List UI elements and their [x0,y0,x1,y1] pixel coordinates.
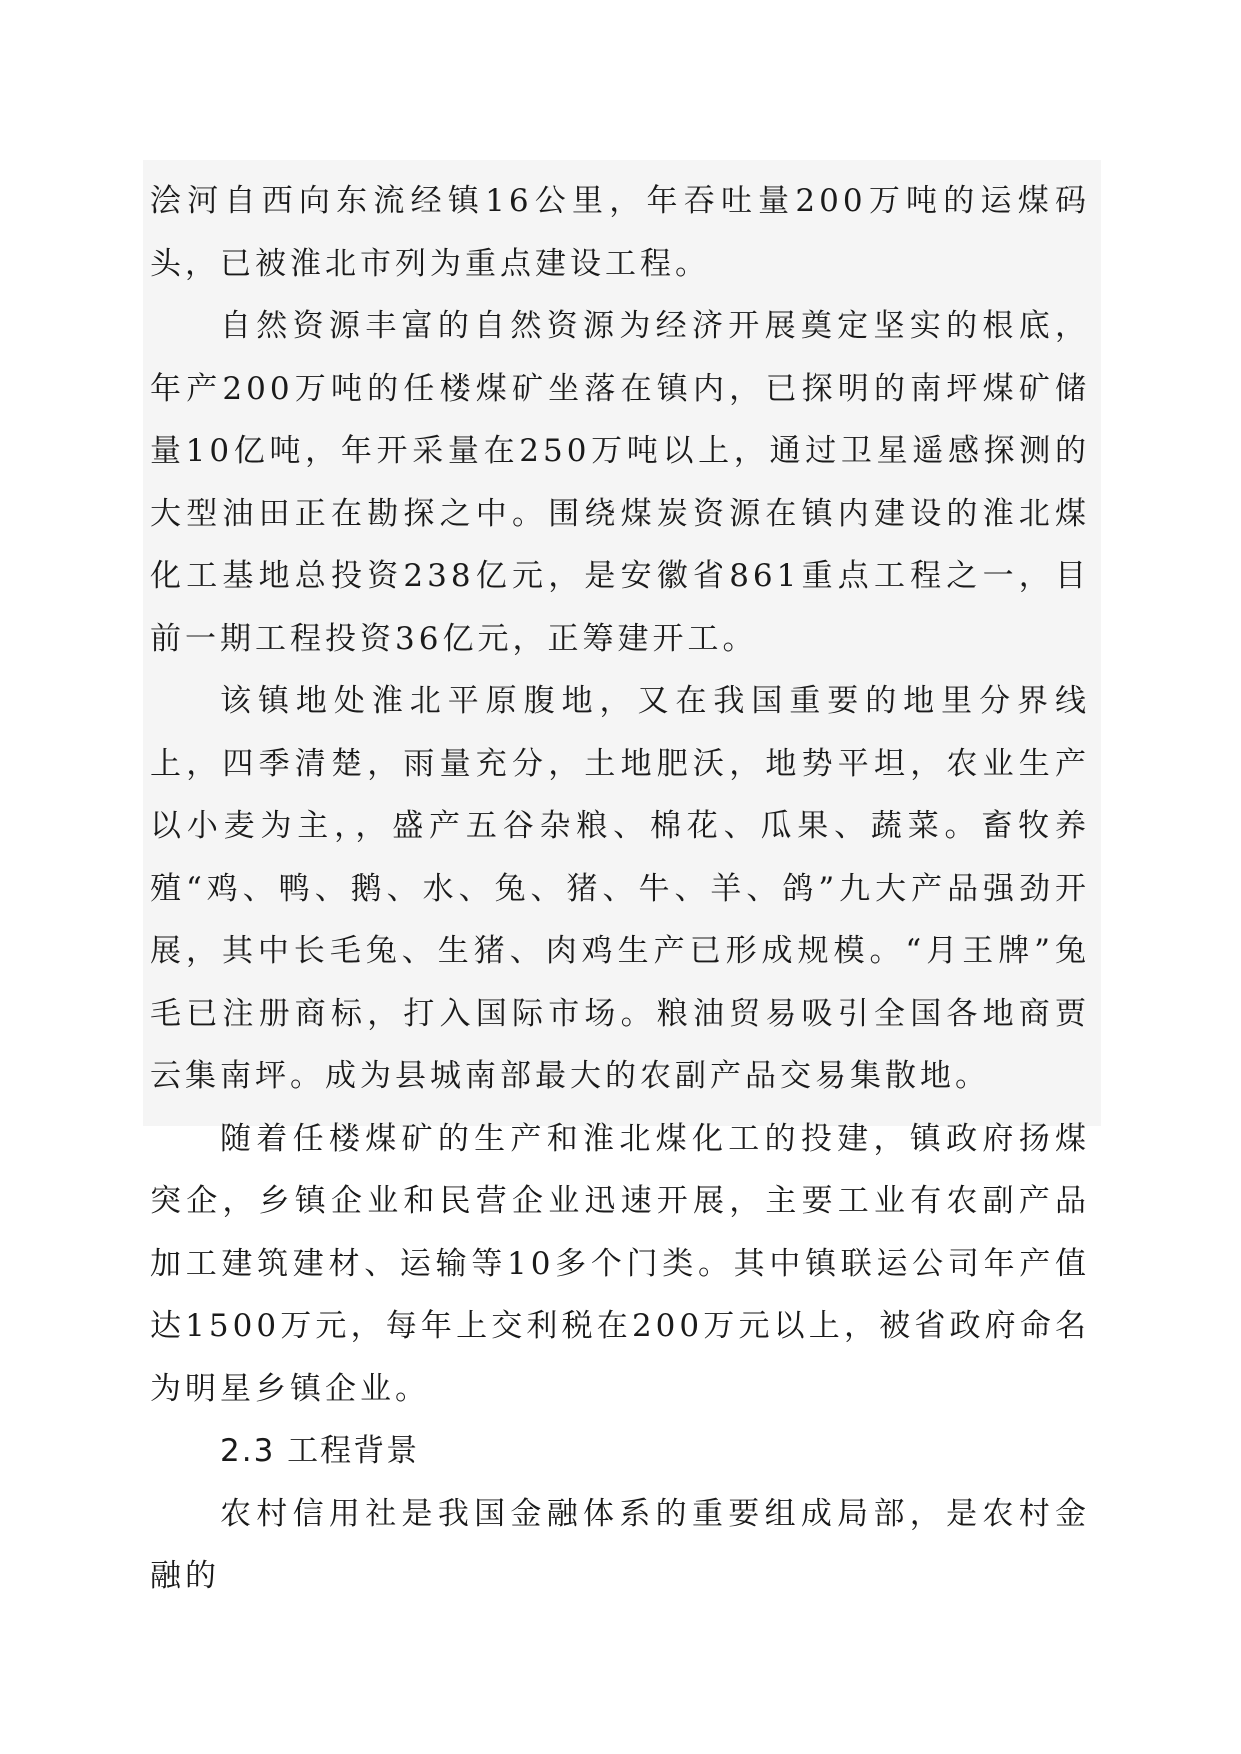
paragraph-natural-resources: 自然资源丰富的自然资源为经济开展奠定坚实的根底，年产200万吨的任楼煤矿坐落在镇内，已探明的南坪煤矿储量10亿吨，年开采量在250万吨以上，通过卫星遥感探测的大型油田正在勘探之中。围绕煤炭资源在镇内建设的淮北煤化工基地总投资238亿元，是安徽省861重点工程之一，目前一期工程投资36亿元，正筹建开工。 [150,308,1090,657]
document-body [150,170,1090,1608]
paragraph-industry: 随着任楼煤矿的生产和淮北煤化工的投建，镇政府扬煤突企，乡镇企业和民营企业迅速开展，主要工业有农副产品加工建筑建材、运输等10多个门类。其中镇联运公司年产值达1500万元，每年上交利税在200万元以上，被省政府命名为明星乡镇企业。 [150,1120,1090,1407]
paragraph-wuhe-river: 浍河自西向东流经镇16公里，年吞吐量200万吨的运煤码头，已被淮北市列为重点建设工程。 [150,183,1090,282]
section-heading: 2.3 工程背景 [220,1433,420,1469]
paragraph-agriculture: 该镇地处淮北平原腹地，又在我国重要的地里分界线上，四季清楚，雨量充分，土地肥沃，地势平坦，农业生产以小麦为主，，盛产五谷杂粮、棉花、瓜果、蔬菜。畜牧养殖“鸡、鸭、鹅、水、兔、猪、牛、羊、鸽”九大产品强劲开展，其中长毛兔、生猪、肉鸡生产已形成规模。“月王牌”兔毛已注册商标，打入国际市场。粮油贸易吸引全国各地商贾云集南坪。成为县城南部最大的农副产品交易集散地。 [150,683,1090,1094]
paragraph-credit-cooperative: 农村信用社是我国金融体系的重要组成局部，是农村金融的 [150,1495,1090,1594]
